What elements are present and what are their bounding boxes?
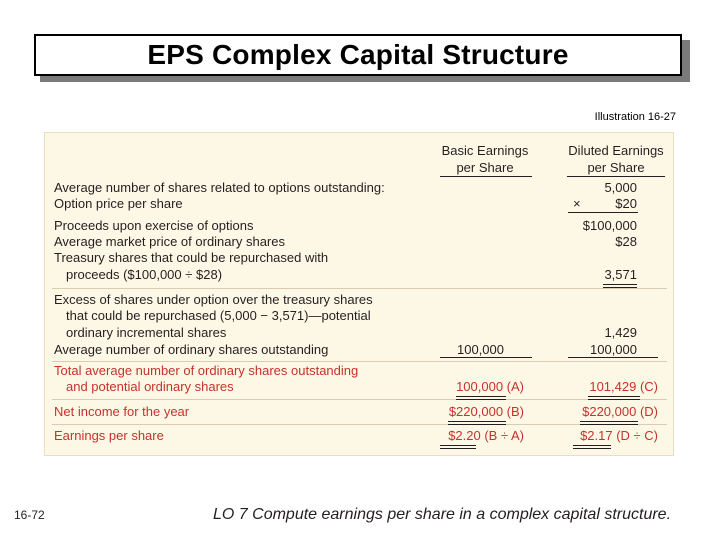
basic-eps: $2.20 (B ÷ A) [448,428,524,443]
diluted-treasury: 3,571 [604,267,637,282]
separator [52,399,667,400]
diluted-avg-options: 5,000 [604,180,637,195]
basic-header-rule [440,176,532,177]
basic-header-line1: Basic Earnings [441,143,529,158]
separator [52,424,667,425]
row-eps-label: Earnings per share [54,428,164,443]
row-excess-label-2: that could be repurchased (5,000 − 3,571)—potential [66,308,371,323]
basic-header [430,142,540,176]
diluted-header-rule [567,176,665,177]
double-rule [440,445,476,449]
rule [568,357,658,358]
diluted-avg-ordinary: 100,000 [590,342,637,357]
row-avg-ordinary-label: Average number of ordinary shares outstanding [54,342,329,357]
separator [52,361,667,362]
diluted-avg-market: $28 [615,234,637,249]
slide-number: 16-72 [14,508,45,522]
diluted-header-line2: per Share [587,160,645,175]
basic-header-line2: per Share [456,160,514,175]
row-avg-options-label: Average number of shares related to options outstanding: [54,180,385,195]
diluted-net-income: $220,000 (D) [582,404,658,419]
basic-total: 100,000 (A) [456,379,524,394]
diluted-total: 101,429 (C) [589,379,658,394]
row-treasury-label-1: Treasury shares that could be repurchased with [54,250,329,265]
separator [52,288,667,289]
row-proceeds-label: Proceeds upon exercise of options [54,218,254,233]
row-excess-label-1: Excess of shares under option over the treasury shares [54,292,373,307]
double-rule [588,396,640,400]
row-net-income-label: Net income for the year [54,404,190,419]
row-avg-market-label: Average market price of ordinary shares [54,234,285,249]
times-sign: × [573,196,581,211]
learning-objective: LO 7 Compute earnings per share in a complex capital structure. [213,506,672,523]
basic-avg-ordinary: 100,000 [457,342,504,357]
row-excess-label-3: ordinary incremental shares [66,325,227,340]
double-rule [448,421,506,425]
diluted-option-price: $20 [615,196,637,211]
row-option-price-label: Option price per share [54,196,183,211]
double-rule [573,445,611,449]
diluted-proceeds: $100,000 [582,218,637,233]
illustration-label: Illustration 16-27 [594,111,676,123]
diluted-eps: $2.17 (D ÷ C) [580,428,658,443]
row-total-label-1: Total average number of ordinary shares outstanding [54,363,359,378]
basic-net-income: $220,000 (B) [448,404,524,419]
rule [440,357,532,358]
diluted-excess: 1,429 [604,325,637,340]
title-box [34,34,682,76]
row-total-label-2: and potential ordinary shares [66,379,234,394]
double-rule [580,421,638,425]
row-treasury-label-2: proceeds ($100,000 ÷ $28) [66,267,223,282]
double-rule [603,284,637,288]
diluted-header [560,142,672,176]
slide-title: EPS Complex Capital Structure [147,39,569,70]
diluted-header-line1: Diluted Earnings [568,143,664,158]
double-rule [456,396,506,400]
rule [568,212,638,213]
